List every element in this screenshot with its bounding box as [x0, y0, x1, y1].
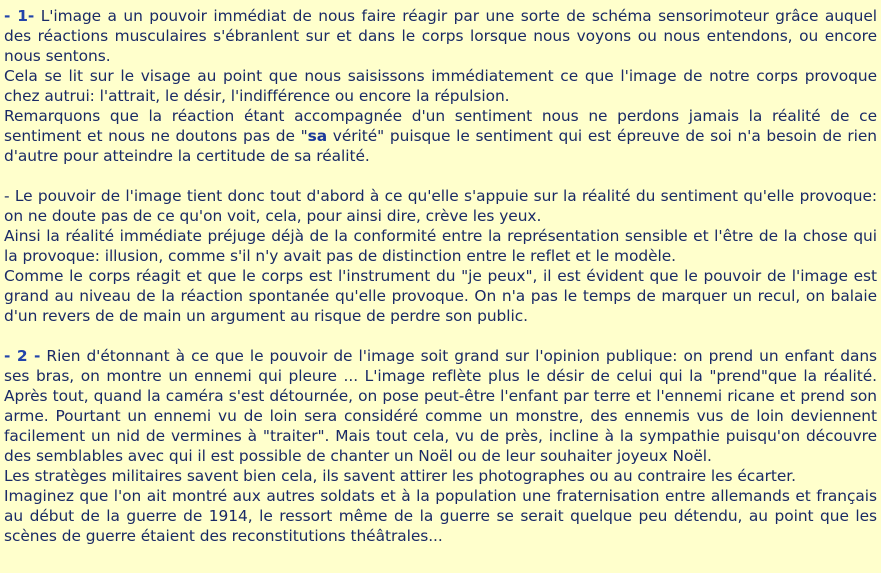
paragraph-gap [4, 326, 877, 346]
paragraph-1-3-text-a: Remarquons que la réaction étant accompagnée d'un sentiment nous ne perdons jamais la réalité de ce sentiment et nous ne doutons pas de " [4, 107, 877, 145]
paragraph-2-3: Imaginez que l'on ait montré aux autres soldats et à la population une fraternisation entre allemands et français au début de la guerre de 1914, le ressort même de la guerre se serait quelque peu détendu, au point que les scènes de guerre étaient des reconstitutions théâtrales... [4, 487, 877, 545]
emphasis-sa: sa [307, 127, 328, 145]
section-number-2: - 2 - [4, 347, 41, 365]
paragraph-1-2: Cela se lit sur le visage au point que nous saisissons immédiatement ce que l'image de notre corps provoque chez autrui: l'attrait, le désir, l'indifférence ou encore la répulsion. [4, 67, 877, 105]
paragraph-1-1-text: L'image a un pouvoir immédiat de nous faire réagir par une sorte de schéma sensorimoteur grâce auquel des réactions musculaires s'ébranlent sur et dans le corps lorsque nous voyons ou nous entendons, ou encore nous sentons. [4, 7, 877, 65]
paragraph-2-1 [4, 346, 877, 466]
paragraph-2-2: Les stratèges militaires savent bien cela, ils savent attirer les photographes ou au contraire les écarter. [4, 467, 796, 485]
paragraph-1-3-text-b: vérité" puisque le sentiment qui est épreuve de soi n'a besoin de rien d'autre pour atteindre la certitude de sa réalité. [4, 127, 878, 165]
paragraph-1b-3: Comme le corps réagit et que le corps est l'instrument du "je peux", il est évident que le pouvoir de l'image est grand au niveau de la réaction spontanée qu'elle provoque. On n'a pas le temps de marquer un recul, on balaie d'un revers de de main un argument au risque de perdre son public. [4, 267, 877, 325]
section-number-1: - 1- [4, 7, 35, 25]
paragraph-2-1-text: Rien d'étonnant à ce que le pouvoir de l'image soit grand sur l'opinion publique: on prend un enfant dans ses bras, on montre un ennemi qui pleure ... L'image reflète plus le désir de celui qui la "prend"que la réalité. Après tout, quand la caméra s'est détournée, on pose peut-être l'enfant par terre et l'ennemi ricane et prend son arme. Pourtant un ennemi vu de loin sera considéré comme un monstre, des ennemis vus de loin deviennent facilement un nid de vermines à "traiter". Mais tout cela, vu de près, incline à la sympathie puisqu'on découvre des semblables avec qui il est possible de chanter un Noël ou de leur souhaiter joyeux Noël. [4, 347, 877, 465]
paragraph-1b-1: - Le pouvoir de l'image tient donc tout d'abord à ce qu'elle s'appuie sur la réalité du sentiment qu'elle provoque: on ne doute pas de ce qu'on voit, cela, pour ainsi dire, crève les yeux. [4, 187, 877, 225]
paragraph-1-3 [4, 106, 877, 166]
paragraph-gap [4, 166, 877, 186]
paragraph-1b-2: Ainsi la réalité immédiate préjuge déjà de la conformité entre la représentation sensible et l'être de la chose qui la provoque: illusion, comme s'il n'y avait pas de distinction entre le reflet et le modèle. [4, 227, 877, 265]
paragraph-1-1 [4, 6, 877, 66]
